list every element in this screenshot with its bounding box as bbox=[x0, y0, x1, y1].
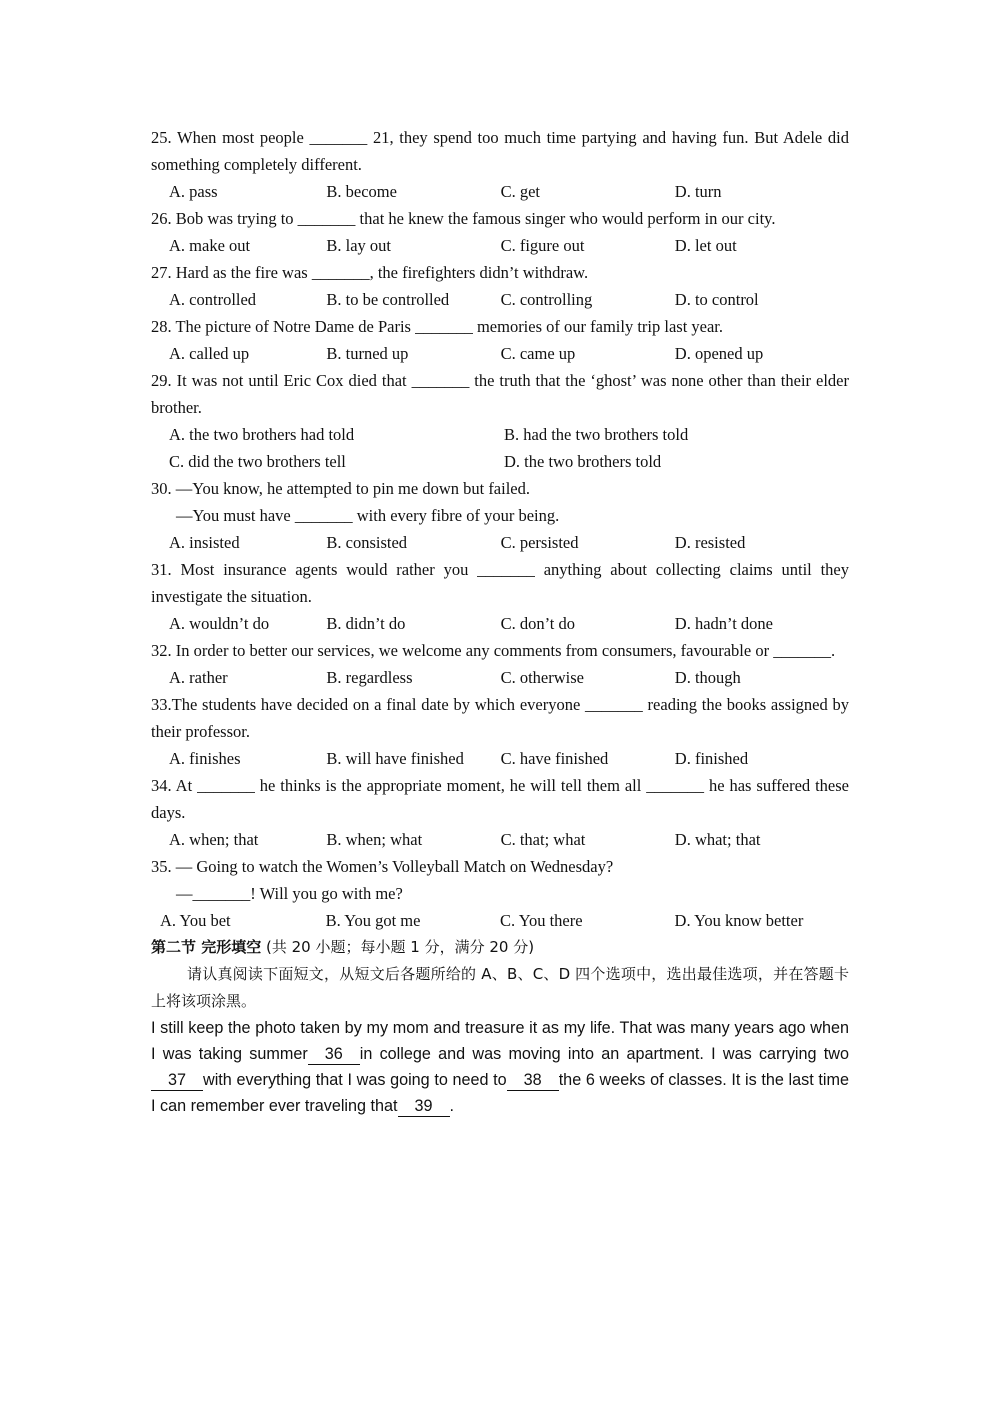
question-stem: 28. The picture of Notre Dame de Paris _______ memories of our family trip last year. bbox=[151, 317, 724, 336]
question-stem-reply: —_______! Will you go with me? bbox=[176, 884, 403, 903]
option-b: B. will have finished bbox=[326, 749, 464, 768]
option-row bbox=[151, 907, 849, 934]
option-d: D. hadn’t done bbox=[674, 614, 773, 633]
option-a: A. wouldn’t do bbox=[169, 614, 270, 633]
option-row bbox=[151, 232, 849, 259]
option-c: C. figure out bbox=[500, 236, 585, 255]
question-28 bbox=[151, 313, 849, 367]
option-c: C. get bbox=[500, 182, 540, 201]
passage-text: I still keep the photo taken by my mom and treasure it as my life. That was many years ago when I was taking summer bbox=[151, 1019, 849, 1063]
passage-text: . bbox=[449, 1097, 455, 1115]
option-b: B. You got me bbox=[325, 911, 421, 930]
option-b: B. to be controlled bbox=[326, 290, 450, 309]
option-c: C. don’t do bbox=[500, 614, 575, 633]
option-b: B. didn’t do bbox=[326, 614, 406, 633]
option-a: A. pass bbox=[169, 182, 218, 201]
question-stem: 33.The students have decided on a final date by which everyone _______ reading the books assigned by their professor. bbox=[151, 695, 849, 741]
option-d: D. what; that bbox=[674, 830, 761, 849]
option-c: C. came up bbox=[500, 344, 576, 363]
option-c: C. have finished bbox=[500, 749, 609, 768]
question-32 bbox=[151, 637, 849, 691]
option-d: D. You know better bbox=[674, 911, 804, 930]
question-34 bbox=[151, 772, 849, 853]
cloze-passage bbox=[151, 1015, 849, 1119]
option-b: B. consisted bbox=[326, 533, 408, 552]
option-row bbox=[151, 340, 849, 367]
option-c: C. persisted bbox=[500, 533, 579, 552]
question-25 bbox=[151, 124, 849, 205]
option-row bbox=[151, 178, 849, 205]
option-row bbox=[151, 448, 849, 475]
option-d: D. finished bbox=[674, 749, 749, 768]
question-stem-reply: —You must have _______ with every fibre of your being. bbox=[176, 506, 560, 525]
option-d: D. though bbox=[674, 668, 741, 687]
blank-37: 37 bbox=[151, 1070, 203, 1091]
option-row bbox=[151, 529, 849, 556]
option-c: C. controlling bbox=[500, 290, 593, 309]
blank-38: 38 bbox=[507, 1070, 559, 1091]
passage-text: in college and was moving into an apartment. I was carrying two bbox=[359, 1045, 849, 1063]
option-b: B. lay out bbox=[326, 236, 391, 255]
blank-39: 39 bbox=[398, 1096, 450, 1117]
question-30 bbox=[151, 475, 849, 556]
option-c: C. did the two brothers tell bbox=[169, 452, 346, 471]
option-b: B. turned up bbox=[326, 344, 409, 363]
option-c: C. otherwise bbox=[500, 668, 584, 687]
option-d: D. the two brothers told bbox=[504, 452, 662, 471]
question-26 bbox=[151, 205, 849, 259]
question-29 bbox=[151, 367, 849, 475]
option-b: B. when; what bbox=[326, 830, 423, 849]
option-d: D. to control bbox=[674, 290, 759, 309]
option-b: B. had the two brothers told bbox=[504, 425, 689, 444]
option-a: A. controlled bbox=[169, 290, 257, 309]
option-c: C. You there bbox=[500, 911, 583, 930]
exam-content bbox=[151, 124, 849, 1119]
option-a: A. finishes bbox=[169, 749, 241, 768]
question-stem: 27. Hard as the fire was _______, the firefighters didn’t withdraw. bbox=[151, 263, 589, 282]
question-stem: 26. Bob was trying to _______ that he knew the famous singer who would perform in our city. bbox=[151, 209, 776, 228]
question-35 bbox=[151, 853, 849, 934]
passage-text: the 6 weeks of classes. It is the last time I can remember ever traveling that bbox=[151, 1071, 849, 1115]
section-title: 第二节 完形填空 bbox=[151, 938, 262, 956]
option-a: A. insisted bbox=[169, 533, 240, 552]
option-a: A. when; that bbox=[169, 830, 259, 849]
passage-text: with everything that I was going to need to bbox=[203, 1071, 507, 1089]
option-row bbox=[151, 286, 849, 313]
option-a: A. the two brothers had told bbox=[169, 425, 355, 444]
option-d: D. let out bbox=[674, 236, 737, 255]
option-row bbox=[151, 664, 849, 691]
option-a: A. make out bbox=[169, 236, 251, 255]
section-header bbox=[151, 934, 849, 961]
option-d: D. opened up bbox=[674, 344, 764, 363]
option-row bbox=[151, 745, 849, 772]
question-27 bbox=[151, 259, 849, 313]
option-row bbox=[151, 421, 849, 448]
question-stem: 34. At _______ he thinks is the appropriate moment, he will tell them all _______ he has suffered these days. bbox=[151, 776, 849, 822]
option-d: D. turn bbox=[674, 182, 722, 201]
question-stem: 31. Most insurance agents would rather you _______ anything about collecting claims until they investigate the situation. bbox=[151, 560, 849, 606]
option-b: B. become bbox=[326, 182, 397, 201]
question-stem: 30. —You know, he attempted to pin me down but failed. bbox=[151, 479, 531, 498]
question-33 bbox=[151, 691, 849, 772]
option-a: A. called up bbox=[169, 344, 250, 363]
option-a: A. rather bbox=[169, 668, 228, 687]
option-row bbox=[151, 826, 849, 853]
question-stem: 25. When most people _______ 21, they spend too much time partying and having fun. But Adele did something completely different. bbox=[151, 128, 849, 174]
blank-36: 36 bbox=[308, 1044, 360, 1065]
question-stem: 29. It was not until Eric Cox died that _______ the truth that the ‘ghost’ was none other than their elder brother. bbox=[151, 371, 849, 417]
option-b: B. regardless bbox=[326, 668, 413, 687]
option-c: C. that; what bbox=[500, 830, 586, 849]
section-instruction: 请认真阅读下面短文，从短文后各题所给的 A、B、C、D 四个选项中，选出最佳选项，并在答题卡上将该项涂黑。 bbox=[151, 965, 849, 1010]
option-d: D. resisted bbox=[674, 533, 746, 552]
option-row bbox=[151, 610, 849, 637]
question-31 bbox=[151, 556, 849, 637]
question-stem: 32. In order to better our services, we welcome any comments from consumers, favourable or _______. bbox=[151, 641, 836, 660]
option-a: A. You bet bbox=[160, 911, 231, 930]
section-note: (共 20 小题；每小题 1 分，满分 20 分) bbox=[266, 938, 535, 956]
question-stem: 35. — Going to watch the Women’s Volleyball Match on Wednesday? bbox=[151, 857, 614, 876]
